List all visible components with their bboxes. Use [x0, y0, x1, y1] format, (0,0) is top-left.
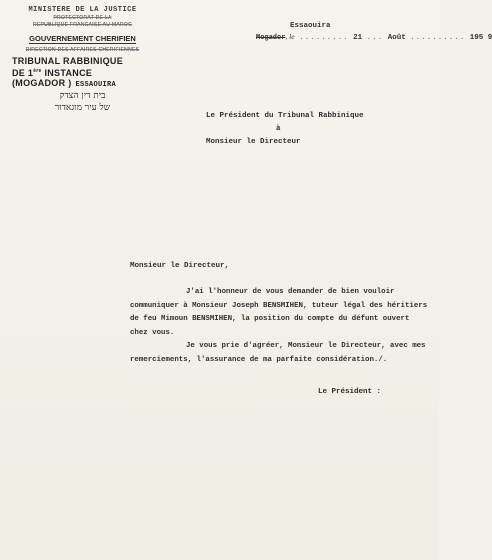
- date-month: Août: [387, 34, 406, 42]
- date-year-prefix: 195: [469, 34, 484, 42]
- tribunal-line-2: DE 1ère INSTANCE: [12, 68, 93, 78]
- date-city: Essaouira: [290, 22, 331, 30]
- protectorate-line-1: PROTECTORAT DE LA: [53, 15, 112, 21]
- letterhead: [10, 6, 155, 114]
- tribunal-line-3: (MOGADOR ) ESSAOUIRA: [12, 78, 117, 89]
- hebrew-line-2: של עיר מוגאדור: [54, 103, 111, 113]
- direction-line: DIRECTION DES AFFAIRES CHERIFIENNES: [25, 47, 140, 53]
- signature-line: Le Président :: [318, 388, 382, 396]
- addressee-line-2: à: [276, 125, 281, 133]
- addressee-line-1: Le Président du Tribunal Rabbinique: [206, 112, 364, 120]
- paragraph-2: Je vous prie d'agréer, Monsieur le Directeur, avec mes remerciements, l'assurance de ma parfaite considération./.: [130, 342, 426, 364]
- struck-city: Mogador: [256, 34, 286, 42]
- date-row: Mogador, le ......... 21 ... Août .......... 195 9: [256, 32, 492, 42]
- government-heading: GOUVERNEMENT CHERIFIEN: [29, 34, 136, 43]
- dateline: [256, 22, 492, 42]
- tribunal-block: [10, 56, 155, 90]
- date-year-digit: 9: [487, 34, 492, 42]
- date-day: 21: [353, 34, 363, 42]
- addressee-block: [206, 110, 426, 149]
- hebrew-line-1: בית דין הצדק: [59, 91, 106, 101]
- tribunal-line-1: TRIBUNAL RABBINIQUE: [12, 56, 124, 66]
- date-le: , le: [285, 32, 295, 41]
- addressee-line-3: Monsieur le Directeur: [206, 138, 301, 146]
- ministry-heading: MINISTERE DE LA JUSTICE: [28, 6, 137, 14]
- essaouira-stamp: ESSAOUIRA: [75, 81, 117, 89]
- paragraph-1: J'ai l'honneur de vous demander de bien vouloir communiquer à Monsieur Joseph BENSMIHEN, tuteur légal des héritiers de feu Mimoun BENSMIHEN, la position du compte du défunt ouvert chez vous.: [130, 288, 428, 337]
- salutation: Monsieur le Directeur,: [130, 262, 230, 270]
- protectorate-line-2: REPUBLIQUE FRANCAISE AU MAROC: [33, 22, 132, 28]
- letter-body: [130, 286, 430, 367]
